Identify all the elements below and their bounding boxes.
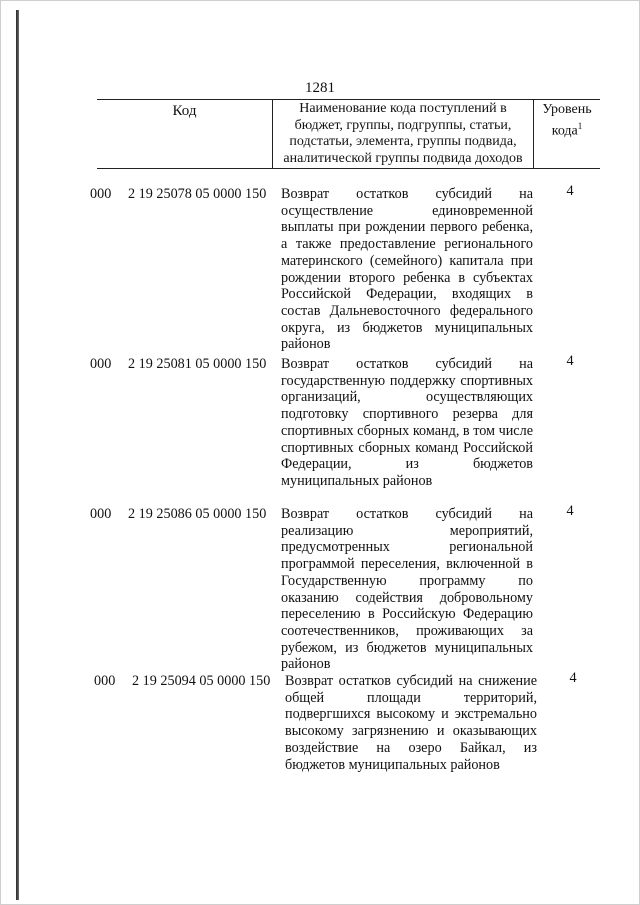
- header-level-label: Уровень кода: [542, 102, 592, 139]
- row-income-name: Возврат остатков субсидий на снижение общей площади территорий, подвергшихся высокому и экстремально высокому загрязнению и оказывающих воздействие на озеро Байкал, из бюджетов муниципальных районов: [285, 673, 537, 773]
- scan-left-edge: [16, 10, 19, 900]
- header-level: [534, 101, 600, 140]
- row-level: 4: [569, 670, 577, 686]
- row-income-code: 2 19 25094 05 0000 150: [132, 673, 271, 689]
- header-code: Код: [172, 103, 197, 119]
- table-header-top-rule: [97, 99, 600, 100]
- row-admin-code: 000: [90, 186, 112, 202]
- row-level: 4: [566, 353, 574, 369]
- row-income-name: Возврат остатков субсидий на реализацию мероприятий, предусмотренных региональной программой переселения, включенной в Государственную программу по оказанию содействия добровольному переселению в Российскую Федерацию соотечественников, проживающих за рубежом, из бюджетов муниципальных районов: [281, 506, 533, 673]
- row-level: 4: [566, 503, 574, 519]
- table-header-separator: [272, 99, 273, 168]
- table-header-bottom-rule: [97, 168, 600, 169]
- row-admin-code: 000: [90, 356, 112, 372]
- header-level-footnote: 1: [577, 121, 583, 131]
- row-income-code: 2 19 25086 05 0000 150: [128, 506, 267, 522]
- row-income-name: Возврат остатков субсидий на осуществление единовременной выплаты при рождении первого ребенка, а также предоставление регионального материнского (семейного) капитала при рождении второго ребенка в субъектах Российской Федерации, входящих в состав Дальневосточного федерального округа, из бюджетов муниципальных районов: [281, 186, 533, 353]
- row-income-name: Возврат остатков субсидий на государственную поддержку спортивных организаций, осуществляющих подготовку спортивного резерва для спортивных сборных команд, в том числе спортивных сборных команд Российской Федерации, из бюджетов муниципальных районов: [281, 356, 533, 489]
- row-income-code: 2 19 25078 05 0000 150: [128, 186, 267, 202]
- row-admin-code: 000: [94, 673, 116, 689]
- page-number: 1281: [305, 80, 335, 96]
- header-name: Наименование кода поступлений в бюджет, группы, подгруппы, статьи, подстатьи, элемента, группы подвида, аналитической группы подвида доходов: [283, 101, 523, 166]
- row-income-code: 2 19 25081 05 0000 150: [128, 356, 267, 372]
- row-admin-code: 000: [90, 506, 112, 522]
- row-level: 4: [566, 183, 574, 199]
